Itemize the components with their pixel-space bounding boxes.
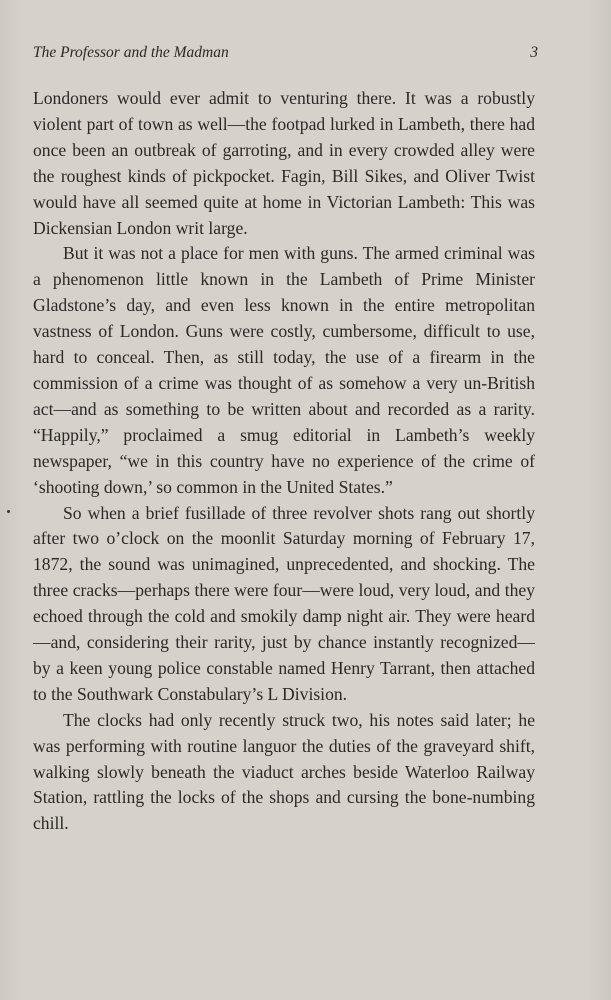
paragraph-continued: Londoners would ever admit to venturing there. It was a robustly violent part of town as well—the footpad lurked in Lambeth, there had once been an outbreak of garroting, and in every crowded alley were the roughest kinds of pickpocket. Fagin, Bill Sikes, and Oliver Twist would have all seemed quite at home in Victorian Lambeth: This was Dickensian London writ large. [33, 88, 535, 238]
paragraph: The clocks had only recently struck two, his notes said later; he was performing with routine languor the duties of the graveyard shift, walking slowly beneath the viaduct arches beside Waterloo Railway Station, rattling the locks of the shops and cursing the bone-numbing chill. [33, 709, 535, 834]
paragraph: But it was not a place for men with guns. The armed criminal was a phenomenon little known in the Lambeth of Prime Minister Gladstone’s day, and even less known in the entire metropolitan vastness of London. Guns were costly, cumbersome, difficult to use, hard to conceal. Then, as still today, the use of a firearm in the commission of a crime was thought of as somehow a very un-British act—and as something to be written about and recorded as a rarity. “Happily,” proclaimed a smug editorial in Lambeth’s weekly newspaper, “we in this country have no experience of the crime of ‘shooting down,’ so common in the United States.” [33, 243, 535, 497]
running-head [33, 44, 538, 66]
body-text [33, 86, 535, 837]
page-number: 3 [530, 44, 538, 61]
paragraph: So when a brief fusillade of three revolver shots rang out shortly after two o’clock on the moonlit Saturday morning of February 17, 1872, the sound was unimagined, unprecedented, and shocking. The three cracks—perhaps there were four—were loud, very loud, and they echoed through the cold and smokily damp night air. They were heard—and, considering their rarity, just by chance instantly recognized—by a keen young police constable named Henry Tarrant, then attached to the Southwark Constabulary’s L Division. [33, 502, 535, 704]
book-title: The Professor and the Madman [33, 44, 229, 61]
ink-speck [7, 510, 10, 513]
